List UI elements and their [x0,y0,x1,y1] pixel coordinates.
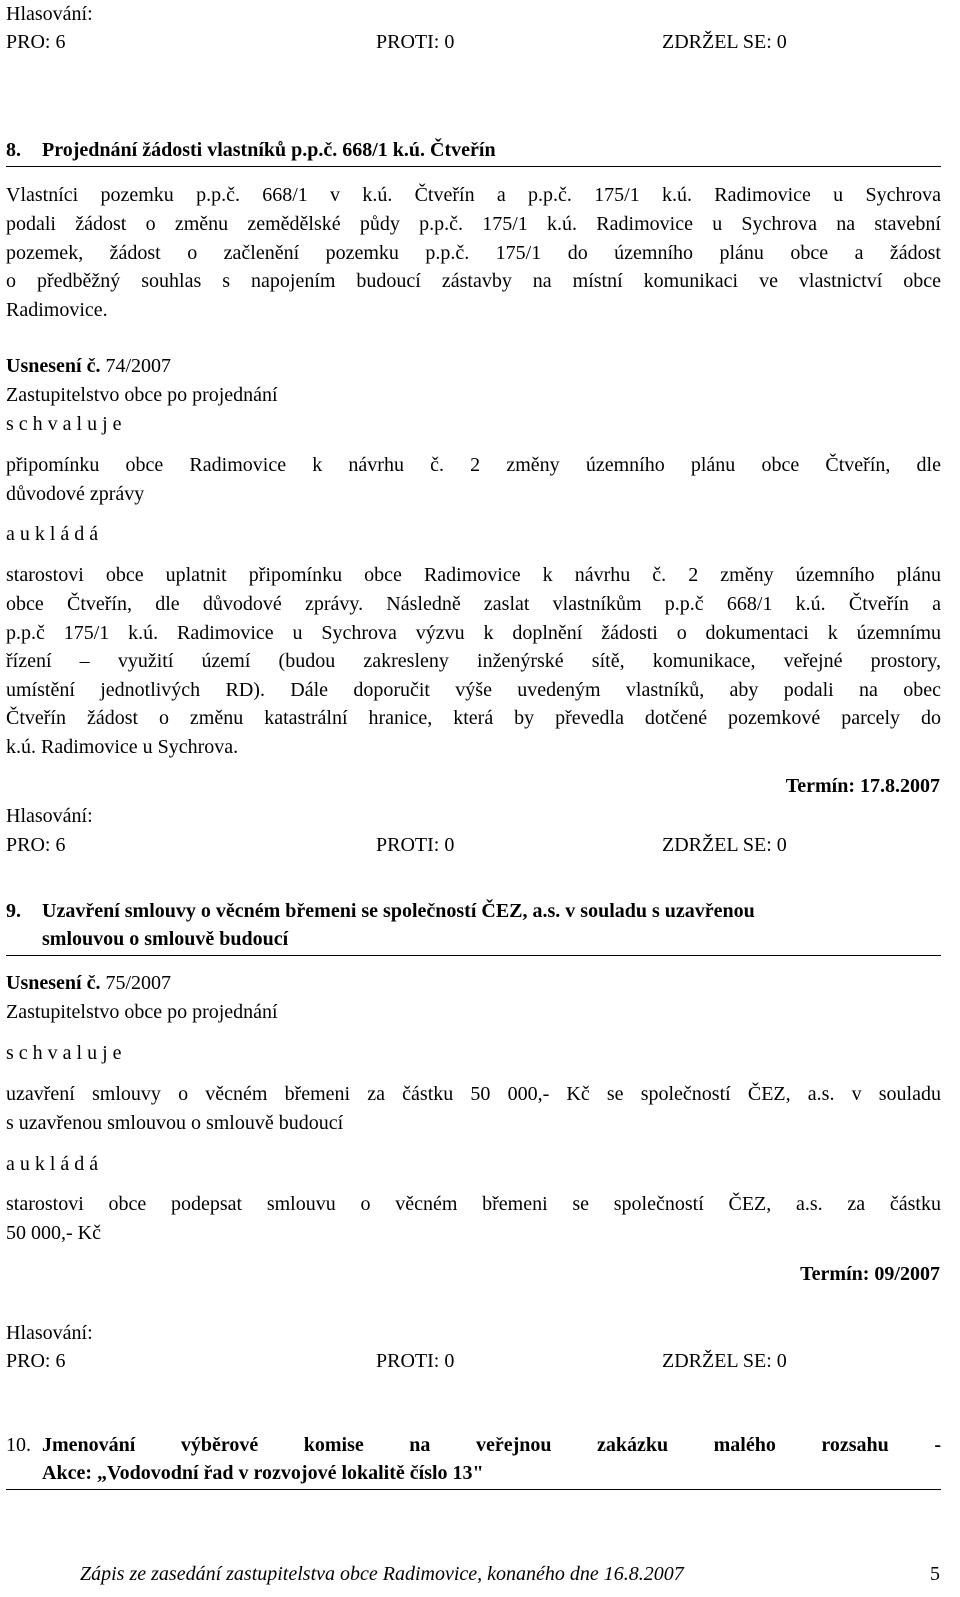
vote-proti: PROTI: 0 [376,31,455,53]
s9-resolution-label: Usnesení č. [6,972,101,994]
s8-approves: s c h v a l u j e [6,413,122,435]
s8-vote-zdrzel: ZDRŽEL SE: 0 [662,834,787,856]
s8-body-line-4: o předběžný souhlas s napojením budoucí zástavby na místní komunikaci ve vlastnictví obce [6,270,941,292]
s8-body-line-3: pozemek, žádost o začlenění pozemku p.p.č. 175/1 do územního plánu obce a žádost [6,242,941,264]
s8-body-line-2: podali žádost o změnu zemědělské půdy p.p.č. 175/1 k.ú. Radimovice u Sychrova na stavební [6,213,941,235]
s9-ordered-line-2: 50 000,- Kč [6,1222,101,1244]
s9-resolution-number: 75/2007 [105,972,172,994]
page-footer [80,1560,940,1588]
s8-ordered-line-2: obce Čtveřín, dle důvodové zprávy. Následně zaslat vlastníkům p.p.č 668/1 k.ú. Čtveřín a [6,593,941,615]
vote-pro: PRO: 6 [6,31,66,53]
s8-ordered-line-6: Čtveřín žádost o změnu katastrální hranice, která by převedla dotčené pozemkové parcely do [6,707,941,729]
vote-results [6,28,941,56]
section-8-number: 8. [6,139,21,161]
section-10-title-line-1: Jmenování výběrové komise na veřejnou zakázku malého rozsahu - [42,1434,941,1456]
s8-vote-label: Hlasování: [6,805,93,827]
s8-vote-results [6,831,941,859]
s8-council: Zastupitelstvo obce po projednání [6,384,278,406]
s9-approved-line-2: s uzavřenou smlouvou o smlouvě budoucí [6,1112,344,1134]
s9-vote-label: Hlasování: [6,1322,93,1344]
s8-approved-line-2: důvodové zprávy [6,483,145,505]
s9-approved-line-1: uzavření smlouvy o věcném břemeni za částku 50 000,- Kč se společností ČEZ, a.s. v souladu [6,1083,941,1105]
s8-ordered-line-4: řízení – využití území (budou zakresleny inženýrské sítě, komunikace, veřejné prostory, [6,650,941,672]
footer-text: Zápis ze zasedání zastupitelstva obce Radimovice, konaného dne 16.8.2007 [80,1563,684,1585]
section-9-title-line-1: Uzavření smlouvy o věcném břemeni se společností ČEZ, a.s. v souladu s uzavřenou [42,900,755,922]
s9-orders: a u k l á d á [6,1153,99,1175]
s8-ordered-line-7: k.ú. Radimovice u Sychrova. [6,736,239,758]
s8-resolution [6,352,941,380]
s9-deadline: Termín: 09/2007 [800,1263,940,1285]
s8-ordered-line-5: umístění jednotlivých RD). Dále doporučit výše uvedeným vlastníků, aby podali na obec [6,679,941,701]
vote-label: Hlasování: [6,3,93,25]
section-9-title-line-2: smlouvou o smlouvě budoucí [42,928,289,950]
s8-body-line-1: Vlastníci pozemku p.p.č. 668/1 v k.ú. Čtveřín a p.p.č. 175/1 k.ú. Radimovice u Sychrova [6,184,941,206]
s8-vote-proti: PROTI: 0 [376,834,455,856]
s8-approved-line-1: připomínku obce Radimovice k návrhu č. 2 změny územního plánu obce Čtveřín, dle [6,454,941,476]
page-number: 5 [930,1563,940,1585]
section-9-heading [6,897,941,956]
s9-council: Zastupitelstvo obce po projednání [6,1001,278,1023]
s8-resolution-label: Usnesení č. [6,355,101,377]
s9-vote-zdrzel: ZDRŽEL SE: 0 [662,1350,787,1372]
s8-resolution-number: 74/2007 [105,355,172,377]
section-8-title: Projednání žádosti vlastníků p.p.č. 668/1 k.ú. Čtveřín [42,139,496,161]
s9-vote-proti: PROTI: 0 [376,1350,455,1372]
s9-resolution [6,969,941,997]
vote-zdrzel: ZDRŽEL SE: 0 [662,31,787,53]
section-10-number: 10. [6,1434,31,1456]
section-10-heading [6,1431,941,1490]
s9-ordered-line-1: starostovi obce podepsat smlouvu o věcném břemeni se společností ČEZ, a.s. za částku [6,1193,941,1215]
s9-vote-results [6,1347,941,1375]
section-10-title-line-2: Akce: „Vodovodní řad v rozvojové lokalitě číslo 13" [42,1462,484,1484]
s8-orders: a u k l á d á [6,523,99,545]
s8-vote-pro: PRO: 6 [6,834,66,856]
s8-body-line-5: Radimovice. [6,299,108,321]
s8-ordered-line-3: p.p.č 175/1 k.ú. Radimovice u Sychrova výzvu k doplnění žádosti o dokumentaci k územnímu [6,622,941,644]
section-8-heading [6,136,941,167]
s8-ordered-line-1: starostovi obce uplatnit připomínku obce Radimovice k návrhu č. 2 změny územního plánu [6,564,941,586]
section-9-number: 9. [6,900,21,922]
s9-approves: s c h v a l u j e [6,1042,122,1064]
s8-deadline: Termín: 17.8.2007 [785,775,940,797]
s9-vote-pro: PRO: 6 [6,1350,66,1372]
